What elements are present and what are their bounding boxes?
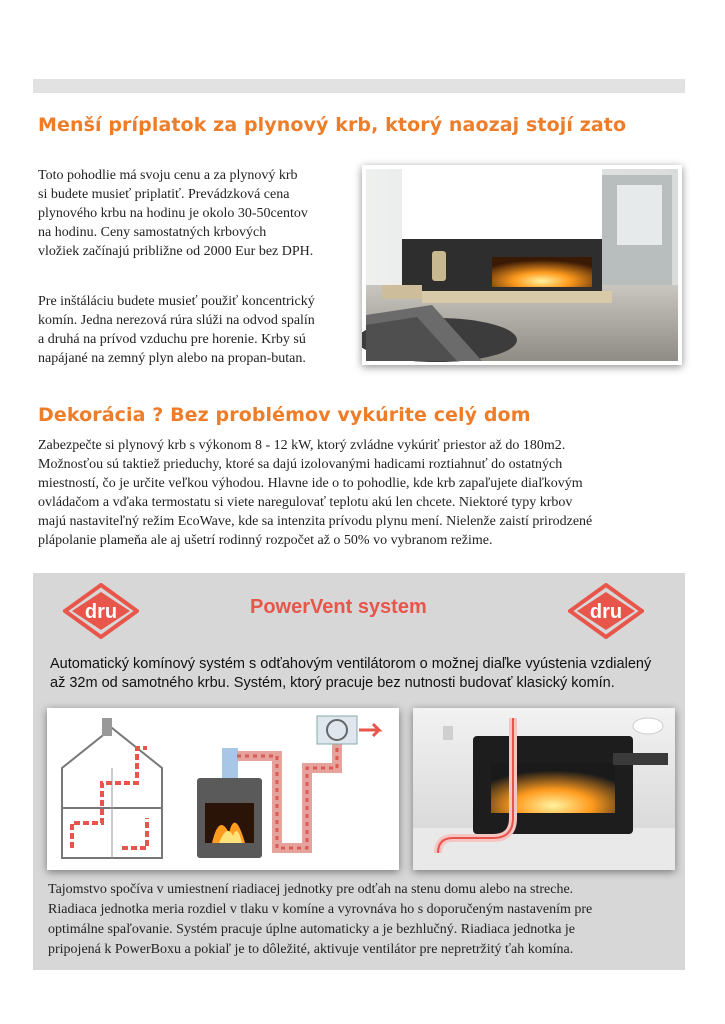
top-divider-bar bbox=[33, 79, 685, 93]
powervent-diagram-image bbox=[47, 708, 399, 870]
see-through-fireplace-photo bbox=[413, 708, 675, 870]
powervent-description: Automatický komínový systém s odťahovým ventilátorom o možnej diaľke vyústenia vzdialený až 32m od samotného krbu. Systém, ktorý pracuje bez nutnosti budovať klasický komín. bbox=[50, 656, 652, 691]
section2-heading: Dekorácia ? Bez problémov vykúrite celý dom bbox=[38, 404, 531, 426]
section1-paragraph-2: Pre inštáláciu budete musieť použiť koncentrický komín. Jedna nerezová rúra slúži na odvod spalín a druhá na prívod vzduchu pre horenie. Krby sú napájané na zemný plyn alebo na propan-butan. bbox=[38, 294, 315, 366]
section1-paragraph-1: Toto pohodlie má svoju cenu a za plynový krb si budete musieť priplatiť. Prevádzková cena plynového krbu na hodinu je okolo 30-50centov na hodinu. Ceny samostatných krbových vložiek začínajú približne od 2000 Eur bez DPH. bbox=[38, 168, 314, 259]
dru-logo-right bbox=[568, 583, 644, 644]
section2-paragraph: Zabezpečte si plynový krb s výkonom 8 - 12 kW, ktorý zvládne vykúriť priestor až do 180m2. Možnosťou sú taktiež prieduchy, ktoré sa dajú izolovanými hadicami roztiahnuť do ostatných miestností, čo je určite veľkou výhodou. Hlavne ide o to pohodlie, kde krb zapaľujete diaľkovým ovládačom a vďaka termostatu si viete naregulovať teplotu akú len chcete. Niektoré typy krbov majú nastaviteľný režim EcoWave, kde sa intenzita prívodu plynu mení. Nielenže zaistí prirodzené plápolanie plameňa ale aj ušetrí rodinný rozpočet až o 50% vo vybranom režime. bbox=[38, 438, 593, 548]
fireplace-livingroom-photo bbox=[362, 165, 682, 365]
powervent-title: PowerVent system bbox=[250, 596, 427, 618]
powervent-bottom-paragraph: Tajomstvo spočíva v umiestnení riadiacej jednotky pre odťah na stenu domu alebo na streche. Riadiaca jednotka meria rozdiel v tlaku v komíne a vyrovnáva ho s doporučeným nastavením pre optimálne spaľovanie. Systém pracuje úplne automaticky a je bezhlučný. Riadiaca jednotka je pripojená k PowerBoxu a pokiaľ je to dôležité, aktivuje ventilátor pre nepretržitý ťah komína. bbox=[48, 882, 593, 957]
dru-logo-left bbox=[63, 583, 139, 644]
svg-text:dru: dru bbox=[84, 601, 118, 623]
svg-text:dru: dru bbox=[589, 601, 623, 623]
section1-heading: Menší príplatok za plynový krb, ktorý naozaj stojí zato bbox=[38, 114, 627, 136]
